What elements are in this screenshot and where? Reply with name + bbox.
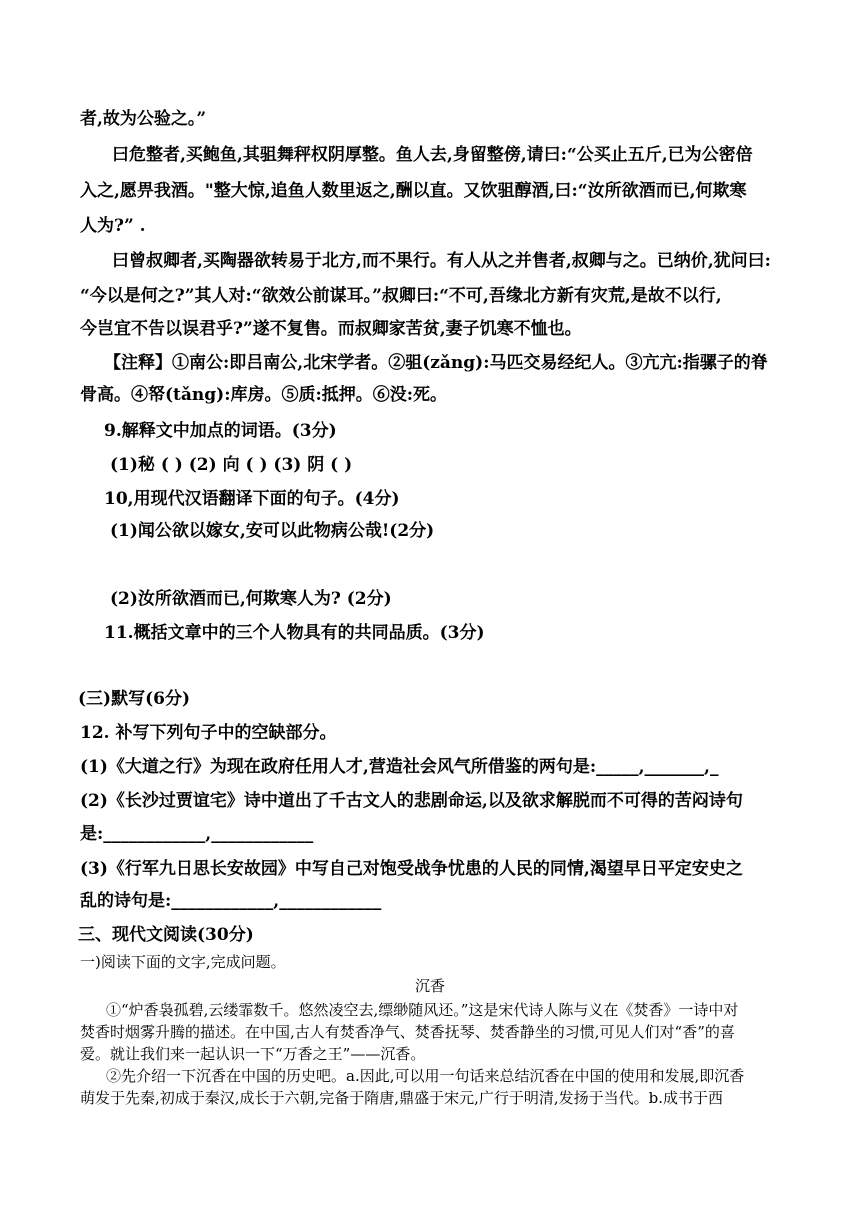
question-9-blanks: (1)秘 ( ) (2) 向 ( ) (3) 阴 ( ) xyxy=(110,455,353,475)
dictation-item-2-cont: 是:____________,____________ xyxy=(80,824,314,844)
section-heading-modern-reading: 三、现代文阅读(30分) xyxy=(78,925,254,945)
question-10-2: (2)汝所欲酒而已,何欺寒人为? (2分) xyxy=(110,589,392,609)
article-paragraph-line: 焚香时烟雾升腾的描述。在中国,古人有焚香净气、焚香抚琴、焚香静坐的习惯,可见人们对“香”的喜 xyxy=(80,1023,735,1041)
annotation-line: 【注释】①南公:即吕南公,北宋学者。②驵(zǎng):马匹交易经纪人。③亢亢:指骡子的脊 xyxy=(104,353,768,373)
passage-line: 曰危整者,买鲍鱼,其驵舞秤权阴厚整。鱼人去,身留整傍,请曰:“公买止五斤,已为公密倍 xyxy=(112,145,753,165)
reading-instruction: 一)阅读下面的文字,完成问题。 xyxy=(80,953,286,971)
article-paragraph-line: 爱。就让我们来一起认识一下“万香之王”——沉香。 xyxy=(80,1045,426,1063)
question-9: 9.解释文中加点的词语。(3分) xyxy=(104,421,337,441)
question-10-1: (1)闻公欲以嫁女,安可以此物病公哉!(2分) xyxy=(110,521,435,541)
section-heading-dictation: (三)默写(6分) xyxy=(78,689,191,709)
article-paragraph-line: ①“炉香袅孤碧,云缕霏数千。悠然凌空去,缥缈随风还。”这是宋代诗人陈与义在《焚香》一诗中对 xyxy=(106,1001,739,1019)
annotation-line: 骨高。④帑(tǎng):库房。⑤质:抵押。⑥没:死。 xyxy=(80,385,448,405)
dictation-item-1: (1)《大道之行》为现在政府任用人才,营造社会风气所借鉴的两句是:_____,_______,_ xyxy=(80,757,719,777)
passage-line: 入之,愿畀我酒。"整大惊,追鱼人数里返之,酬以直。又饮驵醇酒,曰:“汝所欲酒而已,何欺寒 xyxy=(80,181,747,201)
passage-line: 人为?” . xyxy=(80,216,146,236)
passage-line: 今岂宜不告以误君乎?”遂不复售。而叔卿家苦贫,妻子饥寒不恤也。 xyxy=(80,319,582,339)
question-11: 11.概括文章中的三个人物具有的共同品质。(3分) xyxy=(104,623,485,643)
passage-line: “今以是何之?”其人对:“欲效公前谋耳。”叔卿曰:“不可,吾缘北方新有灾荒,是故不以行, xyxy=(80,286,722,306)
passage-line: 者,故为公验之。” xyxy=(80,109,207,129)
dictation-item-2: (2)《长沙过贾谊宅》诗中道出了千古文人的悲剧命运,以及欲求解脱而不可得的苦闷诗句 xyxy=(80,791,743,811)
article-title: 沉香 xyxy=(414,977,445,995)
article-paragraph-line: 萌发于先秦,初成于秦汉,成长于六朝,完备于隋唐,鼎盛于宋元,广行于明清,发扬于当代。b.成书于西 xyxy=(80,1089,723,1107)
passage-line: 曰曾叔卿者,买陶器欲转易于北方,而不果行。有人从之并售者,叔卿与之。已纳价,犹问曰: xyxy=(112,251,771,271)
dictation-item-3: (3)《行军九日思长安故园》中写自己对饱受战争忧患的人民的同情,渴望早日平定安史之 xyxy=(80,859,743,879)
question-12: 12. 补写下列句子中的空缺部分。 xyxy=(80,723,337,743)
question-10: 10,用现代汉语翻译下面的句子。(4分) xyxy=(104,489,400,509)
article-paragraph-line: ②先介绍一下沉香在中国的历史吧。a.因此,可以用一句话来总结沉香在中国的使用和发展,即沉香 xyxy=(106,1067,745,1085)
dictation-item-3-cont: 乱的诗句是:____________,____________ xyxy=(80,891,382,911)
